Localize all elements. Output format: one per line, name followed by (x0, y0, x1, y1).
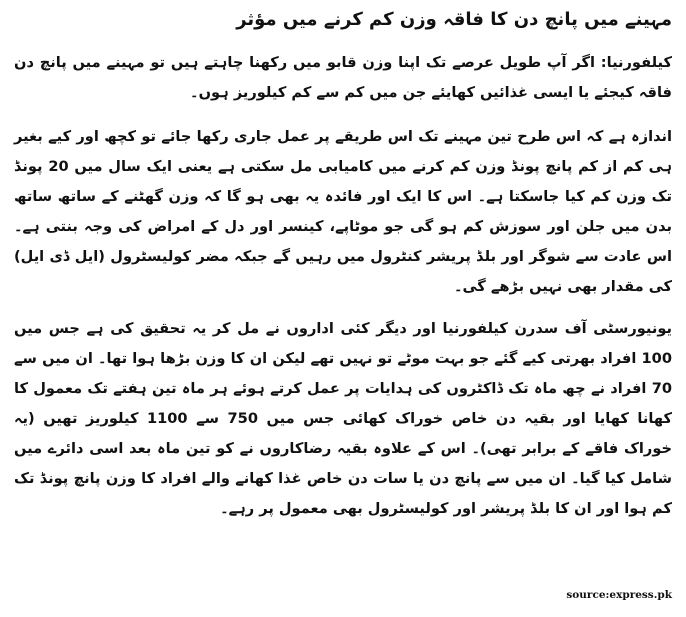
article-paragraph-intro: کیلفورنیا: اگر آپ طویل عرصے تک اپنا وزن قابو میں رکھنا چاہتے ہیں تو مہینے میں پانچ دن فاقہ کیجئے یا ایسی غذائیں کھایئے جن میں کم سے کم کیلوریز ہوں۔ (14, 54, 672, 101)
article-headline: مہینے میں پانچ دن کا فاقہ وزن کم کرنے میں مؤثر (236, 9, 672, 30)
article-paragraph-study: یونیورسٹی آف سدرن کیلفورنیا اور دیگر کئی اداروں نے مل کر یہ تحقیق کی ہے جس میں 100 افراد بھرتی کیے گئے جو بہت موٹے تو نہیں تھے لیکن ان کا وزن بڑھا ہوا تھا۔ ان میں سے 70 افراد نے چھ ماہ تک ڈاکٹروں کی ہدایات پر عمل کرتے ہوئے ہر ماہ تین ہفتے تک معمول کا کھانا کھایا اور بقیہ دن خاص خوراک کھائی جس میں 750 سے 1100 کیلوریز تھیں (یہ خوراک فاقے کے برابر تھی)۔ اس کے علاوہ بقیہ رضاکاروں نے کو تین ماہ بعد اسی دائرے میں شامل کیا گیا۔ ان میں سے پانچ دن یا سات دن خاص غذا کھانے والے افراد کا وزن پانچ پونڈ تک کم ہوا اور ان کا بلڈ پریشر اور کولیسٹرول بھی معمول پر رہے۔ (14, 320, 672, 517)
source-credit: source:express.pk (566, 589, 672, 601)
article-paragraph-findings: اندازہ ہے کہ اس طرح تین مہینے تک اس طریقے پر عمل جاری رکھا جائے تو کچھ اور کیے بغیر ہی کم از کم پانچ پونڈ وزن کم کرنے میں کامیابی مل سکتی ہے یعنی ایک سال میں 20 پونڈ تک وزن کم کیا جاسکتا ہے۔ اس کا ایک اور فائدہ یہ بھی ہو گا کہ وزن گھٹنے کے ساتھ ساتھ بدن میں جلن اور سوزش کم ہو گی جو موٹاپے، کینسر اور دل کے امراض کی وجہ بنتی ہے۔ اس عادت سے شوگر اور بلڈ پریشر کنٹرول میں رہیں گے جبکہ مضر کولیسٹرول (ایل ڈی ایل) کی مقدار بھی نہیں بڑھے گی۔ (14, 128, 672, 295)
